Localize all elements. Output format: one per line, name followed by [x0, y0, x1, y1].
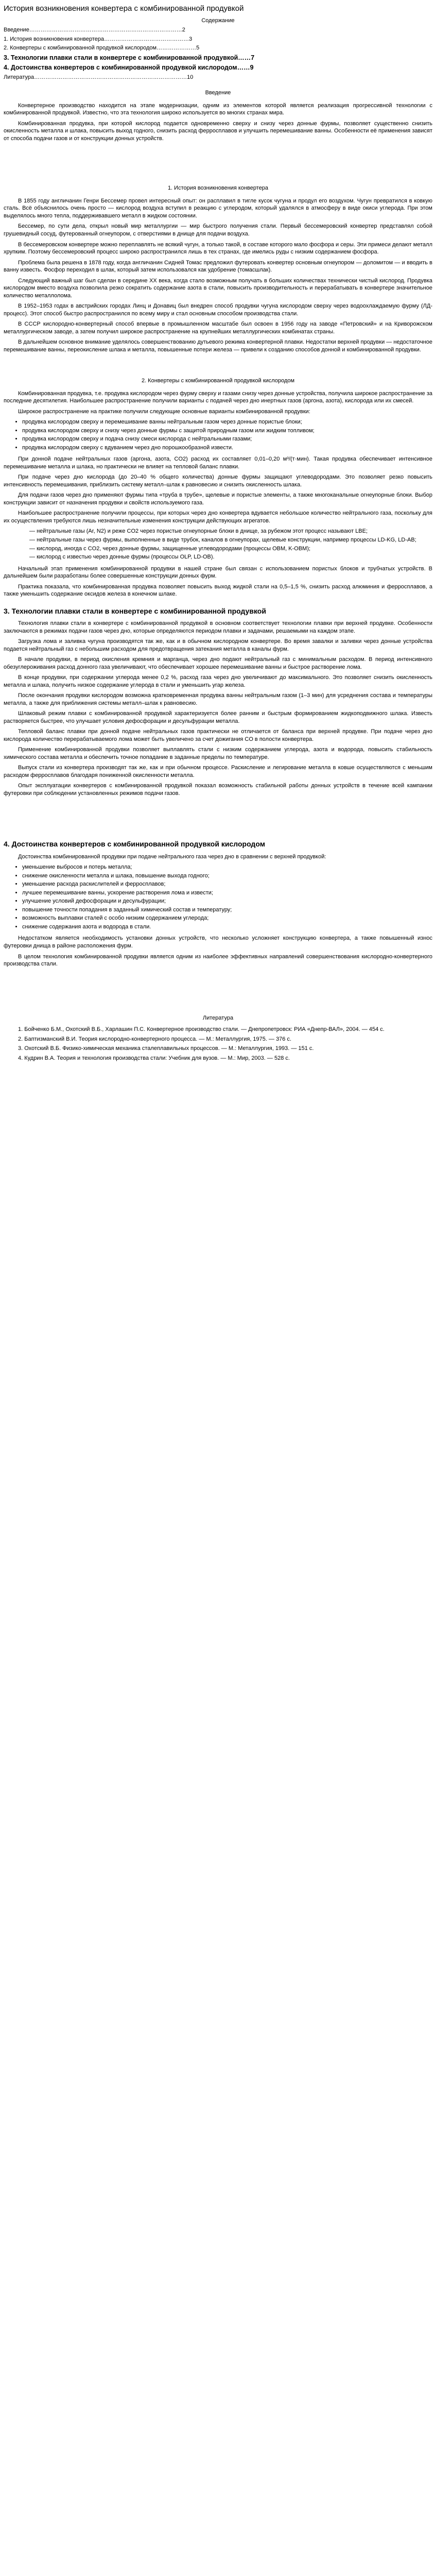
section-2-paragraph: Комбинированная продувка, т.е. продувка кислородом через фурму сверху и газами снизу через донные устройства, получила широкое распространение за последние десятилетия. Наибольшее распространение получили варианты с подачей через дно инертных газов (аргона, азота), кислорода или их смесей. — [4, 390, 432, 404]
document-title: История возникновения конвертера с комбинированной продувкой — [4, 4, 244, 13]
section-2-heading: 2. Конвертеры с комбинированной продувкой кислородом — [141, 378, 295, 384]
section-1-heading: 1. История возникновения конвертера — [167, 185, 269, 192]
section-3-paragraph: Загрузка лома и заливка чугуна производятся так же, как и в обычном кислородном конвертере. Во время завалки и заливки через донные устройства подается нейтральный газ с небольшим расходом для предотвращения затекания металла в каналы фурм. — [4, 638, 432, 652]
list-item: — нейтральные газы (Ar, N2) и реже CO2 через пористые огнеупорные блоки в днище, за рубежом этот процесс называют LBE; — [29, 528, 432, 535]
section-2-paragraph: Наибольшее распространение получили процессы, при которых через дно конвертера вдувается небольшое количество нейтрального газа, поскольку для их осуществления требуются лишь незначительные изменения конструкции действующих агрегатов. — [4, 510, 432, 524]
document-page — [0, 0, 436, 1072]
list-item: • лучшее перемешивание ванны, ускорение растворения лома и извести; — [22, 889, 432, 897]
section-2-paragraph: Широкое распространение на практике получили следующие основные варианты комбинированной продувки: — [18, 408, 310, 415]
section-3-paragraph: Шлаковый режим плавки с комбинированной продувкой характеризуется более ранним и быстрым формированием жидкоподвижного шлака. Известь растворяется быстрее, что улучшает условия дефосфорации и десульфурации металла. — [4, 710, 432, 724]
section-1-paragraph: В СССР кислородно-конвертерный способ впервые в промышленном масштабе был освоен в 1956 году на заводе «Петровский» и на Криворожском металлургическом заводе, а затем получил широкое распространение на крупнейших металлургических комбинатах страны. — [4, 321, 432, 335]
list-item: • продувка кислородом сверху с вдуванием через дно порошкообразной извести. — [22, 444, 432, 452]
list-item: — кислород, иногда с CO2, через донные фурмы, защищенные углеводородами (процессы OBM, K-OBM); — [29, 545, 432, 553]
section-1-paragraph: Бессемер, по сути дела, открыл новый мир металлургии — мир быстрого получения стали. Первый бессемеровский конвертер представлял собой грушевидный сосуд, футерованный огнеупором, с отверстиями в днище для подачи воздуха. — [4, 223, 432, 237]
section-4-paragraph: Недостатком является необходимость установки донных устройств, что несколько усложняет конструкцию конвертера, а также повышенный износ футеровки днища в районе расположения фурм. — [4, 935, 432, 949]
section-2-paragraph: Для подачи газов через дно применяют фурмы типа «труба в трубе», щелевые и пористые элементы, а также многоканальные огнеупорные блоки. Выбор конструкции зависит от назначения продувки и свойств используемого газа. — [4, 492, 432, 506]
section-3-heading: 3. Технологии плавки стали в конвертере с комбинированной продувкой — [4, 606, 266, 615]
section-2-list — [4, 418, 432, 451]
intro-heading: Введение — [205, 90, 231, 96]
toc-line-3[interactable]: 3. Технологии плавки стали в конвертере с комбинированной продувкой……7 — [4, 54, 255, 61]
reference-item: 4. Кудрин В.А. Теория и технология производства стали: Учебник для вузов. — М.: Мир, 2003. — 528 с. — [18, 1055, 290, 1061]
list-item: • повышение точности попадания в заданный химический состав и температуру; — [22, 906, 432, 914]
intro-paragraph: Конвертерное производство находится на этапе модернизации, одним из элементов которой является реализация прогрессивной технологии с комбинированной продувкой. Известно, что эта технология широко используется во многих странах мира. — [4, 102, 432, 116]
section-1-paragraph: Следующий важный шаг был сделан в середине XX века, когда стало возможным получать в больших количествах технически чистый кислород. Продувка кислородом вместо воздуха позволила резко сократить содержание азота в стали, повысить производительность и перерабатывать в конвертере значительное количество металлолома. — [4, 277, 432, 299]
section-3-paragraph: Применение комбинированной продувки позволяет выплавлять стали с низким содержанием углерода, азота и водорода, повысить стабильность химического состава металла и обеспечить точное попадание в заданные пределы по температуре. — [4, 747, 432, 760]
list-item: • улучшение условий дефосфорации и десульфурации; — [22, 897, 432, 905]
section-3-paragraph: В начале продувки, в период окисления кремния и марганца, через дно подают нейтральный газ с минимальным расходом. В период интенсивного обезуглероживания расход донного газа увеличивают, что обеспечивает хорошее перемешивание ванны и быстрое растворение лома. — [4, 656, 432, 670]
section-3-paragraph: Технология плавки стали в конвертере с комбинированной продувкой в основном соответствует технологии плавки при верхней продувке. Особенности заключаются в режимах подачи газов через дно, которые определяются периодом плавки и задачами, решаемыми на каждом этапе. — [4, 620, 432, 634]
section-2-paragraph: Начальный этап применения комбинированной продувки в нашей стране был связан с использованием пористых блоков и трубчатых устройств. В дальнейшем были разработаны более совершенные конструкции донных фурм. — [4, 565, 432, 580]
section-1-paragraph: Проблема была решена в 1878 году, когда англичанин Сидней Томас предложил футеровать конвертер основным огнеупором — доломитом — и вводить в ванну известь. Фосфор переходил в шлак, который затем использовался как удобрение (томасшлак). — [4, 259, 432, 274]
list-item: • продувка кислородом сверху и подача снизу смеси кислорода с нейтральными газами; — [22, 435, 432, 443]
section-2-paragraph: При подаче через дно кислорода (до 20–40 % общего количества) донные фурмы защищают углеводородами. Это позволяет резко повысить интенсивность перемешивания, приблизить систему металл–шлак к равновесию и снизить окисленность шлака. — [4, 474, 432, 488]
toc-line-1[interactable]: 1. История возникновения конвертера………………………………………3 — [4, 36, 193, 42]
section-4-heading: 4. Достоинства конвертеров с комбинированной продувкой кислородом — [4, 840, 266, 849]
references — [4, 1014, 432, 1062]
reference-item: 3. Охотский В.Б. Физико-химическая механика сталеплавильных процессов. — М.: Металлургия, 1993. — 151 с. — [18, 1045, 314, 1052]
list-item: • возможность выплавки сталей с особо низким содержанием углерода; — [22, 914, 432, 922]
reference-item: 2. Баптизманский В.И. Теория кислородно-конвертерного процесса. — М.: Металлургия, 1975. — 376 с. — [18, 1036, 292, 1042]
section-4-paragraph: Достоинства комбинированной продувки при подаче нейтрального газа через дно в сравнении с верхней продувкой: — [18, 853, 326, 860]
references-heading: Литература — [202, 1014, 234, 1021]
list-item: • уменьшение расхода раскислителей и ферросплавов; — [22, 880, 432, 888]
list-item: — кислород с известью через донные фурмы (процессы OLP, LD-OB). — [29, 553, 432, 561]
section-1-paragraph: В 1952–1953 годах в австрийских городах Линц и Донавиц был внедрен способ продувки чугуна кислородом сверху через водоохлаждаемую фурму (ЛД-процесс). Этот способ быстро распространился по всему миру и стал основным способом производства стали. — [4, 303, 432, 317]
list-item: • уменьшение выбросов и потерь металла; — [22, 863, 432, 871]
section-3-paragraph: В конце продувки, при содержании углерода менее 0,2 %, расход газа через дно увеличивают до максимального. Это позволяет снизить окисленность металла и шлака, получить низкое содержание углерода в стали и уменьшить угар железа. — [4, 674, 432, 688]
table-of-contents — [4, 17, 432, 81]
list-item: • продувка кислородом сверху и перемешивание ванны нейтральным газом через донные пористые блоки; — [22, 418, 432, 426]
section-4-list — [4, 863, 432, 930]
section-1-paragraph: В дальнейшем основное внимание уделялось совершенствованию дутьевого режима конвертерной плавки. Недостатки верхней продувки — недостаточное перемешивание ванны, переокисление шлака и металла, повышенные потери железа — привели к созданию способов донной и комбинированной продувки. — [4, 339, 432, 353]
section-1-paragraph: В 1855 году англичанин Генри Бессемер провел интересный опыт: он расплавил в тигле кусок чугуна и продул его воздухом. Чугун превратился в ковкую сталь. Всё объяснилось очень просто — кислород воздуха вступил в реакцию с углеродом, который удалялся в атмосферу в виде окиси углерода. При этом выделялось много тепла, поддерживавшего металл в жидком состоянии. — [4, 197, 432, 219]
list-item: • продувка кислородом сверху и снизу через донные фурмы с защитой природным газом или жидким топливом; — [22, 427, 432, 435]
section-3-paragraph: После окончания продувки кислородом возможна кратковременная продувка ванны нейтральным газом (1–3 мин) для усреднения состава и температуры металла, а также для приближения системы металл–шлак к равновесию. — [4, 692, 432, 706]
section-2-paragraph: При донной подаче нейтральных газов (аргона, азота, CO2) расход их составляет 0,01–0,20 м³/(т·мин). Такая продувка обеспечивает интенсивное перемешивание металла и шлака, но практически не влияет на тепловой баланс плавки. — [4, 456, 432, 470]
toc-line-refs[interactable]: Литература………………………………………………………………………10 — [4, 74, 194, 80]
toc-line-2[interactable]: 2. Конвертеры с комбинированной продувкой кислородом…………………5 — [4, 45, 200, 52]
section-4-paragraph: В целом технология комбинированной продувки является одним из наиболее эффективных направлений совершенствования кислородно-конвертерного производства стали. — [4, 953, 432, 968]
reference-item: 1. Бойченко Б.М., Охотский В.Б., Харлашин П.С. Конвертерное производство стали. — Днепропетровск: РИА «Днепр-ВАЛ», 2004. — 454 с. — [18, 1026, 385, 1033]
list-item: • снижение окисленности металла и шлака, повышение выхода годного; — [22, 872, 432, 880]
toc-heading: Содержание — [201, 17, 235, 24]
section-3-paragraph: Опыт эксплуатации конвертеров с комбинированной продувкой показал возможность стабильной работы донных устройств в течение всей кампании футеровки при соблюдении установленных режимов подачи газов. — [4, 783, 432, 796]
section-2-paragraph: Практика показала, что комбинированная продувка позволяет повысить выход жидкой стали на 0,5–1,5 %, снизить расход алюминия и ферросплавов, а также уменьшить содержание оксидов железа в конечном шлаке. — [4, 583, 432, 598]
toc-line-4[interactable]: 4. Достоинства конвертеров с комбинированной продувкой кислородом……9 — [4, 64, 254, 72]
list-item: • снижение содержания азота и водорода в стали. — [22, 923, 432, 931]
toc-line-intro[interactable]: Введение………………………………………………………………………2 — [4, 27, 185, 33]
list-item: — нейтральные газы через фурмы, выполненные в виде трубок, каналов в огнеупорах, щелевые конструкции, например процессы LD-KG, LD-AB; — [29, 536, 432, 544]
section-3-paragraph: Тепловой баланс плавки при донной подаче нейтральных газов практически не отличается от баланса при верхней продувке. При подаче через дно кислорода количество перерабатываемого лома может быть увеличено за счет дожигания CO в полости конвертера. — [4, 728, 432, 742]
section-2-dash-list — [4, 528, 432, 561]
section-3-paragraph: Выпуск стали из конвертера производят так же, как и при обычном процессе. Раскисление и легирование металла в ковше осуществляются с меньшим расходом ферросплавов благодаря пониженной окисленности металла. — [4, 765, 432, 778]
section-1-paragraph: В бессемеровском конвертере можно переплавлять не всякий чугун, а только такой, в составе которого мало фосфора и серы. Эти примеси делают металл хрупким. Поэтому бессемеровский процесс широко распространился лишь в тех странах, где имелись руды с низким содержанием фосфора. — [4, 241, 432, 256]
intro-paragraph: Комбинированная продувка, при которой кислород подается одновременно сверху и снизу через донные фурмы, позволяет существенно снизить окисленность металла и шлака, повысить выход годного, снизить расход ферросплавов и улучшить перемешивание ванны. Особенности её применения зависят от способа подачи газов и от конструкции донных устройств. — [4, 120, 432, 142]
